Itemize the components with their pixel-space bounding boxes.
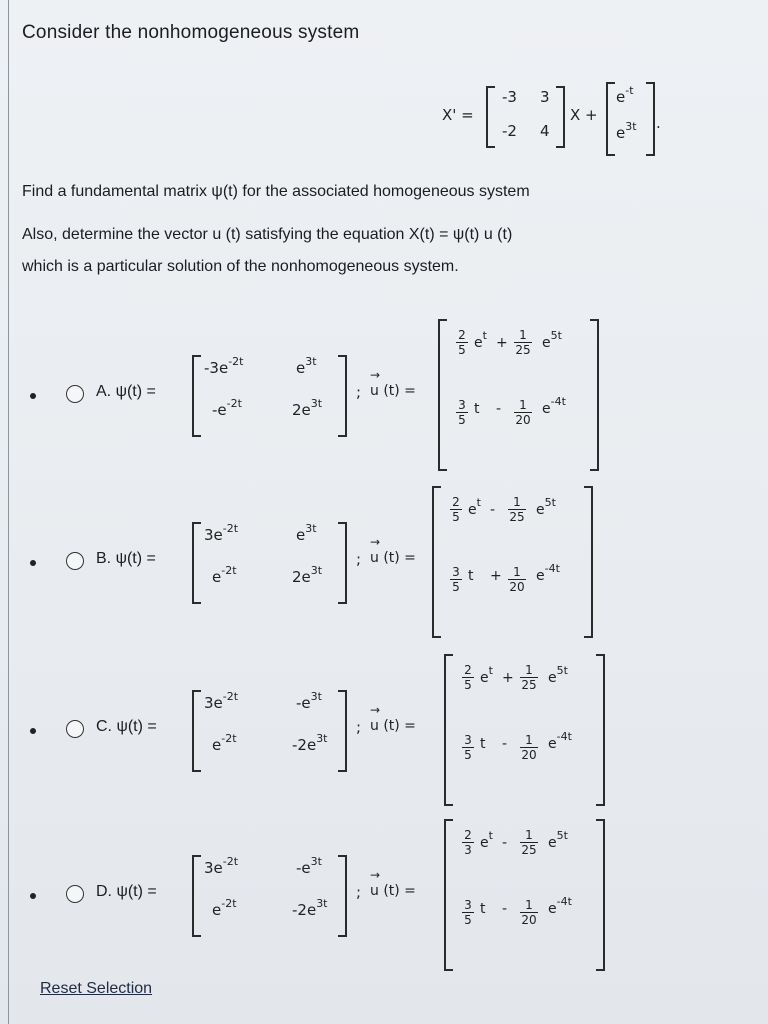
u-top-sign: - [490, 502, 496, 518]
forcing-left-bracket [606, 82, 615, 156]
u-bottom-frac-2: 1 20 [521, 733, 537, 762]
u-bottom-term-1: t [480, 901, 486, 917]
psi-right-bracket [338, 855, 347, 937]
psi-21: $-e^{-2t}$ [212, 397, 242, 419]
u-top-sign: + [502, 670, 514, 686]
reset-selection-link[interactable]: Reset Selection [40, 980, 153, 997]
u-top-term-1: $e^t$ [468, 496, 481, 518]
u-top-term-1: $e^t$ [474, 329, 487, 351]
u-bottom-frac-2: 1 20 [515, 398, 531, 427]
u-right-bracket [596, 819, 605, 971]
u-bottom-term-2: $e^{-4t}$ [536, 562, 560, 584]
u-vector-label: → u (t) = [370, 883, 416, 899]
u-bottom-term-1: t [468, 568, 474, 584]
u-bottom-sign: - [496, 401, 502, 417]
u-bottom-frac-1: 3 5 [456, 399, 468, 426]
u-bottom-sign: + [490, 568, 502, 584]
radio-button[interactable] [66, 885, 84, 903]
psi-22: $2e^{3t}$ [292, 564, 323, 586]
forcing-right-bracket [646, 82, 655, 156]
matrix-a21: -2 [502, 122, 517, 140]
instruction-line-2: Also, determine the vector u (t) satisfying the equation X(t) = ψ(t) u (t) [22, 226, 513, 243]
u-bottom-frac-1: 3 5 [462, 899, 474, 926]
forcing-bottom: $e^{3t}$ [616, 120, 637, 142]
psi-11: $3e^{-2t}$ [204, 690, 239, 712]
option-label: A. ψ(t) = [96, 383, 156, 400]
psi-12: $e^{3t}$ [296, 522, 317, 544]
bullet-icon [30, 893, 36, 899]
u-left-bracket [444, 654, 453, 806]
psi-22: $-2e^{3t}$ [292, 732, 328, 754]
matrix-right-bracket [556, 86, 565, 148]
option-label: B. ψ(t) = [96, 550, 156, 567]
u-bottom-frac-2: 1 20 [509, 565, 525, 594]
u-right-bracket [590, 319, 599, 471]
system-end: . [656, 114, 661, 132]
u-bottom-frac-1: 3 5 [462, 734, 474, 761]
psi-22: $2e^{3t}$ [292, 397, 323, 419]
u-bottom-frac-1: 3 5 [450, 566, 462, 593]
u-top-term-2: $e^{5t}$ [548, 664, 568, 686]
u-top-frac-2: 1 25 [521, 828, 537, 857]
psi-right-bracket [338, 522, 347, 604]
u-left-bracket [432, 486, 441, 638]
psi-11: $-3e^{-2t}$ [204, 355, 244, 377]
psi-11: $3e^{-2t}$ [204, 522, 239, 544]
u-vector-label: → u (t) = [370, 383, 416, 399]
radio-button[interactable] [66, 552, 84, 570]
u-bottom-frac-2: 1 20 [521, 898, 537, 927]
u-top-sign: + [496, 335, 508, 351]
u-top-term-1: $e^t$ [480, 664, 493, 686]
option-label: D. ψ(t) = [96, 883, 157, 900]
system-lhs: X' = [442, 106, 474, 124]
u-right-bracket [584, 486, 593, 638]
psi-left-bracket [192, 522, 201, 604]
intro-text: Consider the nonhomogeneous system [22, 22, 360, 43]
matrix-a22: 4 [540, 122, 550, 140]
psi-21: $e^{-2t}$ [212, 897, 237, 919]
u-bottom-term-2: $e^{-4t}$ [548, 730, 572, 752]
psi-21: $e^{-2t}$ [212, 732, 237, 754]
u-top-frac-2: 1 25 [509, 495, 525, 524]
matrix-a11: -3 [502, 88, 517, 106]
bullet-icon [30, 728, 36, 734]
psi-left-bracket [192, 855, 201, 937]
matrix-left-bracket [486, 86, 495, 148]
u-top-frac-1: 2 3 [462, 829, 474, 856]
u-bottom-term-2: $e^{-4t}$ [542, 395, 566, 417]
psi-left-bracket [192, 690, 201, 772]
u-top-frac-2: 1 25 [515, 328, 531, 357]
psi-left-bracket [192, 355, 201, 437]
u-top-sign: - [502, 835, 508, 851]
psi-11: $3e^{-2t}$ [204, 855, 239, 877]
u-top-frac-1: 2 5 [450, 496, 462, 523]
u-left-bracket [444, 819, 453, 971]
psi-right-bracket [338, 690, 347, 772]
instruction-line-3: which is a particular solution of the nonhomogeneous system. [22, 258, 459, 275]
u-left-bracket [438, 319, 447, 471]
psi-right-bracket [338, 355, 347, 437]
system-times: X + [570, 106, 598, 124]
u-top-frac-2: 1 25 [521, 663, 537, 692]
u-top-frac-1: 2 5 [456, 329, 468, 356]
semicolon: ; [356, 883, 362, 901]
bullet-icon [30, 560, 36, 566]
u-bottom-sign: - [502, 736, 508, 752]
u-right-bracket [596, 654, 605, 806]
u-bottom-term-1: t [480, 736, 486, 752]
psi-22: $-2e^{3t}$ [292, 897, 328, 919]
forcing-top: $e^{-t}$ [616, 84, 634, 106]
psi-12: $e^{3t}$ [296, 355, 317, 377]
matrix-a12: 3 [540, 88, 550, 106]
u-top-term-2: $e^{5t}$ [542, 329, 562, 351]
semicolon: ; [356, 383, 362, 401]
u-top-term-2: $e^{5t}$ [536, 496, 556, 518]
psi-12: $-e^{3t}$ [296, 855, 322, 877]
semicolon: ; [356, 550, 362, 568]
u-top-term-1: $e^t$ [480, 829, 493, 851]
psi-12: $-e^{3t}$ [296, 690, 322, 712]
radio-button[interactable] [66, 720, 84, 738]
u-top-term-2: $e^{5t}$ [548, 829, 568, 851]
u-vector-label: → u (t) = [370, 550, 416, 566]
left-border [8, 0, 9, 1024]
u-bottom-sign: - [502, 901, 508, 917]
semicolon: ; [356, 718, 362, 736]
option-label: C. ψ(t) = [96, 718, 157, 735]
u-bottom-term-1: t [474, 401, 480, 417]
psi-21: $e^{-2t}$ [212, 564, 237, 586]
radio-button[interactable] [66, 385, 84, 403]
u-bottom-term-2: $e^{-4t}$ [548, 895, 572, 917]
u-top-frac-1: 2 5 [462, 664, 474, 691]
instruction-line-1: Find a fundamental matrix ψ(t) for the associated homogeneous system [22, 183, 530, 200]
u-vector-label: → u (t) = [370, 718, 416, 734]
bullet-icon [30, 393, 36, 399]
